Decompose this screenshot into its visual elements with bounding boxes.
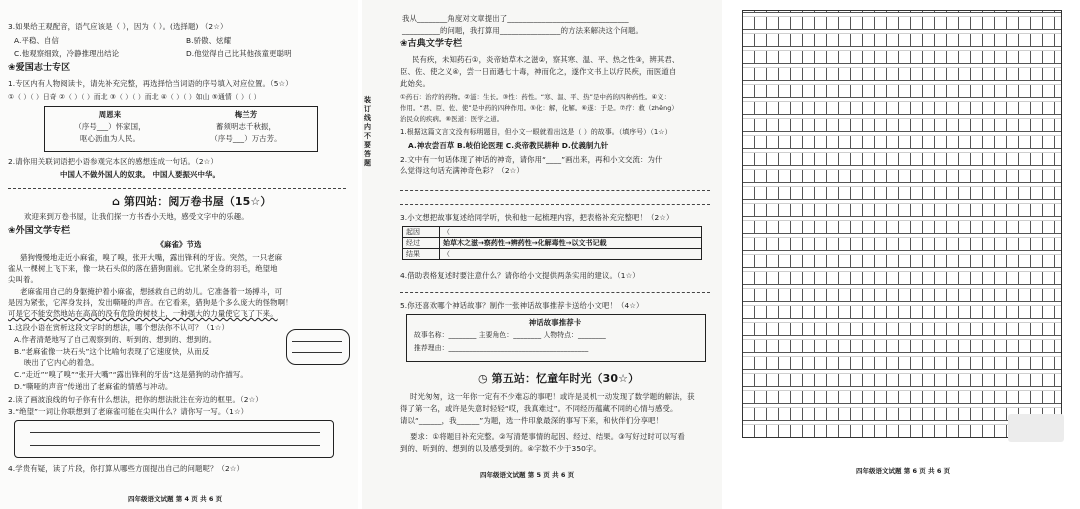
connect-sentences: 中国人不做外国人的奴隶。 中国人要振兴中华。	[60, 170, 220, 179]
flower-icon: ❀	[400, 39, 408, 49]
card-zhou-line1: （序号___）怀家国，	[74, 122, 146, 131]
essay-requirements: 到的、听到的、想到的以及感受到的。④字数不少于350字。	[400, 444, 601, 453]
answer-line	[400, 190, 710, 191]
answer-line	[30, 432, 320, 433]
station-5-heading: ◷ 第五站：忆童年时光（30☆）	[478, 372, 640, 385]
classical-question-1: 1.根据这篇文言文没有标明题目，但小文一眼就看出这是（ ）的故事。（填序号）（1☆）	[400, 128, 672, 136]
essay-prompt-line: 得了第一名，或许是失意时轻轻“哎，我真难过”。不同经历蕴藏不同的心情与感受。	[400, 404, 678, 413]
card-mei-name: 梅兰芳	[234, 110, 258, 119]
cq1-options: A.神农尝百草 B.岐伯论医理 C.炎帝教民耕种 D.仗義制九针	[408, 141, 609, 150]
table-cell-process: 始草木之滋→察药性→辨药性→化解毒性→以文书记载	[440, 238, 702, 249]
passage-line: 猎狗慢慢地走近小麻雀，嗅了嗅，张开大嘴，露出锋利的牙齿。突然，一只老麻	[20, 253, 283, 262]
section-patriots-heading: ❀爱国志士专区	[8, 63, 71, 73]
q-line: __________的问题，我打算用________________的方法来解决这个问题。	[402, 26, 644, 35]
card-mei-line2: （序号___）万古芳。	[210, 134, 282, 143]
passage-line: 尖叫着。	[8, 275, 38, 284]
passage-line: 是因为紧张，它浑身发抖，发出嘶哑的声音。在它看来，猎狗是个多么庞大的怪物啊！	[8, 298, 293, 307]
recommend-card-fields: 故事名称：________ 主要角色：________ 人物特点：________	[414, 331, 606, 339]
recommend-card-title: 神话故事推荐卡	[528, 318, 582, 327]
recommend-card-reason: 推荐理由：________________________________________	[414, 344, 589, 352]
section-foreign-heading: ❀外国文学专栏	[8, 226, 71, 236]
page-footer: 四年级语文试题 第 6 页 共 6 页	[856, 467, 951, 475]
passage-wavy-line: 可是它不能安然地站在高高的没有危险的树枝上，一种强大的力量使它飞了下来。	[8, 309, 278, 318]
q3-option-a: A.平稳、自信	[14, 36, 59, 45]
reading-question-1: 1.这段小语在赏析这段文字时的想法，哪个想法你不认可？（1☆）	[8, 323, 230, 332]
passage-line: 雀从一棵树上飞下来，像一块石头似的落在猎狗面前。它扎紧全身的羽毛，绝望地	[8, 264, 278, 273]
classical-text-line: 此始矣。	[400, 79, 430, 88]
clock-icon: ◷	[478, 372, 488, 385]
annotation-box[interactable]	[286, 329, 350, 365]
classical-text-line: 臣、佐、使之义④，尝一日而遇七十毒，神而化之，遂作文书上以疗民疾，而医道自	[400, 67, 677, 76]
composition-grid[interactable]	[742, 10, 1062, 438]
annotation-line	[292, 341, 342, 342]
answer-line	[400, 292, 710, 293]
reading-question-2: 2.读了画波浪线的句子你有什么想法，把你的想法批注在旁边的框里。（2☆）	[8, 395, 263, 404]
exam-page-4	[0, 0, 358, 509]
page-footer: 四年级语文试题 第 5 页 共 6 页	[480, 471, 575, 479]
essay-prompt-line: 时光匆匆，这一年你一定有不少难忘的事吧！或许是灵机一动发现了数学题的解法，获	[410, 392, 695, 401]
idiom-options: ①（ ）（ ）日奇 ②（ ）（ ）而北 ③（ ）（ ）而北 ④（ ）（ ）如山 ⑤通情（ ）（ ）	[8, 93, 261, 101]
classical-question-3: 3.小文想把故事复述给同学听，快和他一起梳理内容，把表格补充完整吧！（2☆）	[400, 213, 674, 222]
patriots-question-1: 1.专区内有人物阅读卡，请先补充完整，再选择恰当词语的序号填入对应位置。（5☆）	[8, 79, 293, 88]
answer-line	[8, 188, 346, 189]
table-cell-blank[interactable]: （	[440, 249, 702, 260]
table-row-cause: 起因	[403, 227, 440, 238]
answer-line	[30, 445, 320, 446]
card-zhou-line2: 呕心沥血为人民。	[80, 134, 140, 143]
table-row-process: 经过	[403, 238, 440, 249]
annotation-note: 治民众的疾病。⑧医道：医学之道。	[400, 115, 504, 123]
smudge-mark	[1008, 414, 1064, 442]
station-4-intro: 欢迎来到万卷书屋，让我们探一方书香小天地，感受文字中的乐趣。	[24, 212, 249, 221]
q3-option-b: B.骄傲、炫耀	[186, 36, 232, 45]
station-4-heading: ⌂ 第四站：阅万卷书屋（15☆）	[112, 195, 272, 208]
table-row-result: 结果	[403, 249, 440, 260]
patriots-question-2: 2.请你用关联词语把小语参观完本区的感想连成一句话。（2☆）	[8, 157, 218, 166]
classical-question-2: 么觉得这句话充满神奇色彩？（2☆）	[400, 166, 524, 175]
rq1-option-b: B.“老麻雀像一块石头”这个比喻句表现了它速度快，从而反	[14, 347, 210, 356]
q3-option-c: C.他观察细致，冷静推理出结论	[14, 49, 120, 58]
annotation-note: ①药石：治疗的药物。②滋：生长。③性：药性。“寒、温、平、热”是中药的四种药性。④义：	[400, 93, 671, 101]
section-classical-heading: ❀古典文学专栏	[400, 39, 463, 49]
reading-question-3: 3.“绝望”一词让你联想到了老麻雀可能在尖叫什么？请你写一写。（1☆）	[8, 407, 249, 416]
flower-icon: ❀	[8, 226, 16, 236]
flower-icon: ❀	[8, 63, 16, 73]
q-line: 我从________角度对文章提出了________________________________	[402, 14, 629, 23]
q3-option-d: D.他觉得自己比其他孩童更聪明	[186, 49, 292, 58]
annotation-note: 作用。“君、臣、佐、使”是中药的四种作用。⑤化：解，化解。⑥遂：于是。⑦疗：救（zhěng）	[400, 104, 678, 112]
card-zhou-name: 周恩来	[98, 110, 122, 119]
rq1-option-c: C.“走近”“嗅了嗅”“张开大嘴”“露出锋利的牙齿”这是猎狗的动作描写。	[14, 370, 248, 379]
table-cell-blank[interactable]: （	[440, 227, 702, 238]
passage-line: 老麻雀用自己的身躯掩护着小麻雀，想拯救自己的幼儿。它准备着一场搏斗，可	[20, 287, 283, 296]
classical-text-line: 民有疾，未知药石①，炎帝始草木之滋②，察其寒、温、平、热之性③，辨其君、	[412, 55, 680, 64]
excerpt-title: 《麻雀》节选	[156, 240, 202, 249]
answer-line	[400, 204, 710, 205]
classical-question-5: 5.你还喜欢哪个神话故事？制作一张神话故事推荐卡送给小文吧！（4☆）	[400, 301, 644, 310]
book-house-icon: ⌂	[112, 195, 120, 208]
reading-question-4: 4.学贵有疑，读了片段，你打算从哪些方面提出自己的问题呢？（2☆）	[8, 464, 245, 473]
classical-question-2: 2.文中有一句话体现了神话的神奇，请你用“____”画出来，再和小文交流：为什	[400, 155, 663, 164]
rq1-option-d: D.“嘶哑的声音”传递出了老麻雀的情感与冲动。	[14, 382, 173, 391]
rq1-option-a: A.作者清楚地写了自己观察到的、听到的、想到的、想到的。	[14, 335, 217, 344]
binding-margin-text: 装订线内不要答题	[364, 96, 371, 167]
classical-question-4: 4.借助表格复述时要注意什么？请你给小文提供两条实用的建议。（1☆）	[400, 271, 640, 280]
rq1-option-b2: 映出了它内心的着急。	[24, 358, 99, 367]
exam-page-5	[362, 0, 722, 509]
essay-requirements: 要求：①将题目补充完整。②写清楚事情的起因、经过、结果。③写好过时可以写看	[410, 432, 685, 441]
essay-prompt-line: 请以“______，我______”为题，选一件印象最深的事写下来，和伙伴们分享吧！	[400, 416, 664, 425]
annotation-line	[292, 352, 342, 353]
card-mei-line1: 蓄须明志千秋振，	[216, 122, 276, 131]
speech-bubble-answer-box[interactable]	[14, 420, 334, 458]
question-3: 3.如果给王观配音，语气应该是（ ），因为（ ）。(选择题) （2☆）	[8, 22, 228, 31]
story-table	[402, 226, 702, 260]
page-footer: 四年级语文试题 第 4 页 共 6 页	[128, 495, 223, 503]
